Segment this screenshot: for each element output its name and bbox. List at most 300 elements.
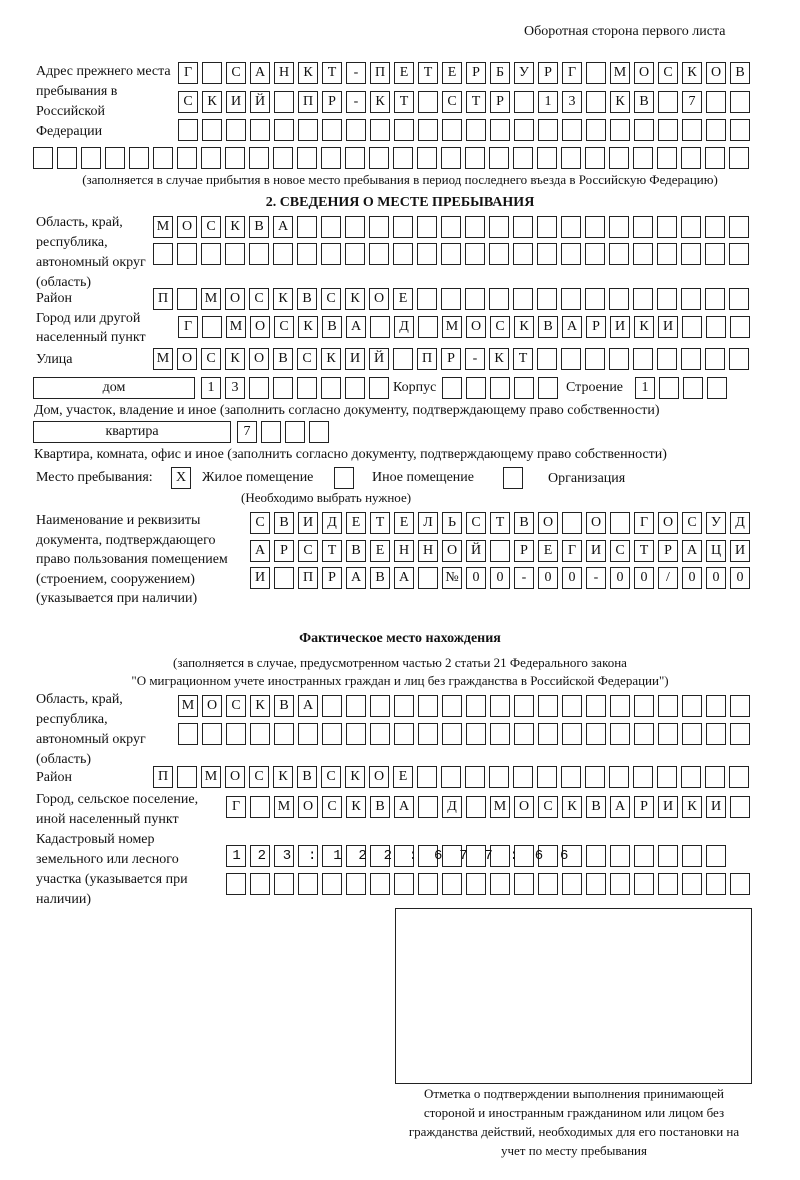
char-cell[interactable]: С — [274, 316, 294, 338]
char-cell[interactable]: М — [490, 796, 510, 818]
char-cell[interactable] — [178, 119, 198, 141]
char-cell[interactable] — [633, 288, 653, 310]
char-cell[interactable]: П — [153, 288, 173, 310]
char-cell[interactable] — [418, 119, 438, 141]
char-cell[interactable] — [658, 91, 678, 113]
char-cell[interactable] — [681, 216, 701, 238]
char-cell[interactable]: Д — [442, 796, 462, 818]
char-cell[interactable] — [586, 695, 606, 717]
char-cell[interactable]: 1 — [538, 91, 558, 113]
char-cell[interactable]: Й — [250, 91, 270, 113]
char-cell[interactable] — [105, 147, 125, 169]
char-cell[interactable]: С — [298, 540, 318, 562]
char-cell[interactable]: У — [514, 62, 534, 84]
char-cell[interactable]: М — [153, 348, 173, 370]
char-cell[interactable] — [417, 288, 437, 310]
char-cell[interactable] — [730, 723, 750, 745]
char-cell[interactable]: В — [274, 512, 294, 534]
char-cell[interactable] — [585, 147, 605, 169]
char-cell[interactable]: В — [634, 91, 654, 113]
char-cell[interactable] — [274, 873, 294, 895]
apartment-type-field[interactable]: квартира — [33, 421, 231, 443]
char-cell[interactable] — [513, 766, 533, 788]
char-cell[interactable] — [538, 723, 558, 745]
char-cell[interactable]: С — [226, 695, 246, 717]
char-cell[interactable]: 0 — [634, 567, 654, 589]
char-cell[interactable] — [586, 91, 606, 113]
char-cell[interactable]: Р — [586, 316, 606, 338]
char-cell[interactable] — [562, 695, 582, 717]
char-cell[interactable] — [707, 377, 727, 399]
char-cell[interactable]: Р — [658, 540, 678, 562]
char-cell[interactable]: С — [442, 91, 462, 113]
char-cell[interactable] — [418, 91, 438, 113]
char-cell[interactable]: Т — [513, 348, 533, 370]
char-cell[interactable] — [609, 216, 629, 238]
char-cell[interactable] — [489, 766, 509, 788]
char-cell[interactable]: A — [250, 62, 270, 84]
char-cell[interactable] — [537, 243, 557, 265]
char-cell[interactable] — [417, 243, 437, 265]
char-cell[interactable]: О — [298, 796, 318, 818]
char-cell[interactable] — [562, 873, 582, 895]
char-cell[interactable]: К — [370, 91, 390, 113]
char-cell[interactable] — [538, 873, 558, 895]
char-cell[interactable] — [705, 288, 725, 310]
char-cell[interactable] — [369, 243, 389, 265]
char-cell[interactable]: 0 — [490, 567, 510, 589]
char-cell[interactable]: - — [586, 567, 606, 589]
char-cell[interactable] — [633, 147, 653, 169]
char-cell[interactable]: М — [610, 62, 630, 84]
char-cell[interactable] — [705, 147, 725, 169]
char-cell[interactable]: А — [394, 796, 414, 818]
char-cell[interactable]: В — [297, 766, 317, 788]
char-cell[interactable]: О — [466, 316, 486, 338]
char-cell[interactable]: О — [634, 62, 654, 84]
char-cell[interactable] — [681, 348, 701, 370]
char-cell[interactable]: 0 — [730, 567, 750, 589]
char-cell[interactable]: О — [249, 348, 269, 370]
char-cell[interactable] — [249, 377, 269, 399]
char-cell[interactable]: О — [706, 62, 726, 84]
char-cell[interactable]: К — [634, 316, 654, 338]
char-cell[interactable] — [706, 873, 726, 895]
char-cell[interactable]: Е — [394, 62, 414, 84]
char-cell[interactable] — [418, 873, 438, 895]
char-cell[interactable] — [561, 348, 581, 370]
char-cell[interactable] — [561, 766, 581, 788]
char-cell[interactable] — [561, 216, 581, 238]
char-cell[interactable]: 0 — [610, 567, 630, 589]
char-cell[interactable]: И — [706, 796, 726, 818]
char-cell[interactable] — [274, 567, 294, 589]
char-cell[interactable] — [537, 147, 557, 169]
char-cell[interactable] — [561, 243, 581, 265]
char-cell[interactable] — [418, 567, 438, 589]
char-cell[interactable]: Б — [490, 62, 510, 84]
char-cell[interactable] — [513, 243, 533, 265]
char-cell[interactable]: К — [346, 796, 366, 818]
cadastre-number-text[interactable]: 123:122:677:66 — [232, 848, 762, 864]
char-cell[interactable] — [586, 723, 606, 745]
char-cell[interactable] — [609, 348, 629, 370]
char-cell[interactable] — [705, 348, 725, 370]
char-cell[interactable] — [490, 695, 510, 717]
char-cell[interactable]: 7 — [237, 421, 257, 443]
char-cell[interactable]: В — [273, 348, 293, 370]
char-cell[interactable] — [177, 243, 197, 265]
char-cell[interactable] — [202, 62, 222, 84]
char-cell[interactable]: 0 — [682, 567, 702, 589]
char-cell[interactable]: Р — [441, 348, 461, 370]
char-cell[interactable]: М — [153, 216, 173, 238]
char-cell[interactable]: Е — [346, 512, 366, 534]
char-cell[interactable] — [57, 147, 77, 169]
char-cell[interactable] — [442, 119, 462, 141]
char-cell[interactable] — [514, 873, 534, 895]
char-cell[interactable]: Р — [274, 540, 294, 562]
char-cell[interactable] — [298, 723, 318, 745]
char-cell[interactable] — [658, 119, 678, 141]
char-cell[interactable] — [633, 766, 653, 788]
char-cell[interactable]: П — [153, 766, 173, 788]
char-cell[interactable] — [538, 377, 558, 399]
char-cell[interactable]: Т — [322, 540, 342, 562]
char-cell[interactable] — [297, 216, 317, 238]
char-cell[interactable] — [393, 348, 413, 370]
char-cell[interactable]: У — [706, 512, 726, 534]
char-cell[interactable] — [370, 873, 390, 895]
char-cell[interactable] — [202, 119, 222, 141]
char-cell[interactable]: А — [562, 316, 582, 338]
char-cell[interactable]: С — [201, 348, 221, 370]
char-cell[interactable]: К — [514, 316, 534, 338]
char-cell[interactable] — [250, 119, 270, 141]
char-cell[interactable] — [586, 873, 606, 895]
char-cell[interactable]: Г — [226, 796, 246, 818]
char-cell[interactable] — [683, 377, 703, 399]
char-cell[interactable] — [610, 512, 630, 534]
char-cell[interactable] — [177, 766, 197, 788]
char-cell[interactable] — [705, 766, 725, 788]
char-cell[interactable] — [729, 243, 749, 265]
char-cell[interactable]: М — [201, 766, 221, 788]
char-cell[interactable]: В — [586, 796, 606, 818]
char-cell[interactable]: 0 — [706, 567, 726, 589]
char-cell[interactable] — [297, 243, 317, 265]
char-cell[interactable] — [417, 147, 437, 169]
char-cell[interactable] — [370, 723, 390, 745]
char-cell[interactable] — [226, 723, 246, 745]
char-cell[interactable] — [657, 216, 677, 238]
char-cell[interactable]: И — [586, 540, 606, 562]
char-cell[interactable]: Д — [322, 512, 342, 534]
char-cell[interactable] — [345, 147, 365, 169]
char-cell[interactable] — [466, 377, 486, 399]
char-cell[interactable] — [538, 695, 558, 717]
char-cell[interactable] — [537, 288, 557, 310]
char-cell[interactable]: - — [465, 348, 485, 370]
char-cell[interactable] — [513, 216, 533, 238]
char-cell[interactable]: Е — [370, 540, 390, 562]
char-cell[interactable] — [225, 147, 245, 169]
char-cell[interactable]: К — [321, 348, 341, 370]
char-cell[interactable] — [609, 147, 629, 169]
char-cell[interactable]: О — [202, 695, 222, 717]
char-cell[interactable]: О — [658, 512, 678, 534]
char-cell[interactable]: Г — [562, 62, 582, 84]
char-cell[interactable]: Т — [322, 62, 342, 84]
char-cell[interactable] — [489, 216, 509, 238]
char-cell[interactable] — [249, 243, 269, 265]
char-cell[interactable] — [274, 91, 294, 113]
char-cell[interactable]: О — [538, 512, 558, 534]
char-cell[interactable] — [393, 243, 413, 265]
char-cell[interactable]: В — [346, 540, 366, 562]
house-type-field[interactable]: дом — [33, 377, 195, 399]
char-cell[interactable]: В — [730, 62, 750, 84]
char-cell[interactable] — [261, 421, 281, 443]
char-cell[interactable]: В — [538, 316, 558, 338]
char-cell[interactable]: Л — [418, 512, 438, 534]
char-cell[interactable]: И — [250, 567, 270, 589]
char-cell[interactable] — [657, 243, 677, 265]
char-cell[interactable]: Д — [730, 512, 750, 534]
char-cell[interactable]: С — [321, 288, 341, 310]
char-cell[interactable] — [681, 766, 701, 788]
char-cell[interactable] — [489, 243, 509, 265]
char-cell[interactable] — [561, 288, 581, 310]
char-cell[interactable] — [346, 723, 366, 745]
char-cell[interactable] — [729, 348, 749, 370]
char-cell[interactable] — [153, 147, 173, 169]
char-cell[interactable] — [441, 243, 461, 265]
char-cell[interactable] — [274, 119, 294, 141]
char-cell[interactable] — [297, 377, 317, 399]
char-cell[interactable] — [465, 766, 485, 788]
char-cell[interactable] — [705, 216, 725, 238]
char-cell[interactable] — [33, 147, 53, 169]
char-cell[interactable] — [298, 119, 318, 141]
char-cell[interactable] — [537, 216, 557, 238]
char-cell[interactable] — [178, 723, 198, 745]
char-cell[interactable] — [465, 288, 485, 310]
char-cell[interactable]: И — [298, 512, 318, 534]
char-cell[interactable] — [706, 723, 726, 745]
char-cell[interactable] — [466, 695, 486, 717]
char-cell[interactable] — [394, 119, 414, 141]
char-cell[interactable] — [297, 147, 317, 169]
char-cell[interactable]: В — [274, 695, 294, 717]
char-cell[interactable] — [393, 216, 413, 238]
char-cell[interactable]: А — [346, 567, 366, 589]
char-cell[interactable]: М — [178, 695, 198, 717]
char-cell[interactable] — [370, 119, 390, 141]
char-cell[interactable] — [682, 873, 702, 895]
char-cell[interactable] — [730, 873, 750, 895]
char-cell[interactable] — [681, 288, 701, 310]
char-cell[interactable] — [490, 723, 510, 745]
char-cell[interactable]: - — [346, 91, 366, 113]
char-cell[interactable] — [250, 723, 270, 745]
char-cell[interactable]: Г — [562, 540, 582, 562]
char-cell[interactable] — [537, 348, 557, 370]
char-cell[interactable]: 0 — [538, 567, 558, 589]
char-cell[interactable] — [321, 147, 341, 169]
char-cell[interactable]: С — [490, 316, 510, 338]
char-cell[interactable] — [705, 243, 725, 265]
char-cell[interactable] — [657, 348, 677, 370]
char-cell[interactable]: С — [321, 766, 341, 788]
char-cell[interactable] — [394, 873, 414, 895]
char-cell[interactable] — [490, 540, 510, 562]
char-cell[interactable]: Й — [466, 540, 486, 562]
char-cell[interactable] — [441, 147, 461, 169]
char-cell[interactable] — [537, 766, 557, 788]
char-cell[interactable] — [682, 723, 702, 745]
char-cell[interactable] — [81, 147, 101, 169]
char-cell[interactable]: 1 — [635, 377, 655, 399]
char-cell[interactable] — [418, 723, 438, 745]
char-cell[interactable]: Г — [634, 512, 654, 534]
char-cell[interactable] — [345, 243, 365, 265]
char-cell[interactable]: Р — [322, 91, 342, 113]
char-cell[interactable] — [466, 796, 486, 818]
char-cell[interactable] — [321, 243, 341, 265]
char-cell[interactable] — [370, 316, 390, 338]
char-cell[interactable]: С — [658, 62, 678, 84]
char-cell[interactable] — [466, 873, 486, 895]
char-cell[interactable]: П — [298, 567, 318, 589]
char-cell[interactable]: Т — [490, 512, 510, 534]
char-cell[interactable] — [585, 288, 605, 310]
char-cell[interactable] — [490, 377, 510, 399]
char-cell[interactable] — [369, 147, 389, 169]
char-cell[interactable]: К — [682, 62, 702, 84]
char-cell[interactable] — [633, 348, 653, 370]
char-cell[interactable] — [226, 873, 246, 895]
char-cell[interactable] — [585, 243, 605, 265]
char-cell[interactable] — [729, 288, 749, 310]
char-cell[interactable] — [730, 119, 750, 141]
char-cell[interactable] — [466, 723, 486, 745]
char-cell[interactable] — [730, 796, 750, 818]
char-cell[interactable] — [394, 695, 414, 717]
char-cell[interactable] — [657, 288, 677, 310]
char-cell[interactable] — [562, 119, 582, 141]
char-cell[interactable]: С — [249, 288, 269, 310]
char-cell[interactable] — [729, 216, 749, 238]
char-cell[interactable]: К — [345, 766, 365, 788]
char-cell[interactable] — [465, 243, 485, 265]
char-cell[interactable] — [346, 873, 366, 895]
char-cell[interactable]: С — [249, 766, 269, 788]
char-cell[interactable]: С — [178, 91, 198, 113]
char-cell[interactable] — [585, 216, 605, 238]
char-cell[interactable]: 1 — [201, 377, 221, 399]
char-cell[interactable] — [465, 147, 485, 169]
char-cell[interactable]: К — [682, 796, 702, 818]
char-cell[interactable]: 0 — [562, 567, 582, 589]
char-cell[interactable] — [177, 147, 197, 169]
char-cell[interactable] — [202, 316, 222, 338]
char-cell[interactable] — [514, 723, 534, 745]
char-cell[interactable]: М — [442, 316, 462, 338]
char-cell[interactable]: В — [297, 288, 317, 310]
char-cell[interactable]: Г — [178, 62, 198, 84]
char-cell[interactable] — [490, 873, 510, 895]
stay-option-other-checkbox[interactable] — [334, 467, 354, 489]
char-cell[interactable]: Н — [274, 62, 294, 84]
char-cell[interactable] — [201, 243, 221, 265]
char-cell[interactable]: О — [442, 540, 462, 562]
char-cell[interactable] — [538, 119, 558, 141]
char-cell[interactable] — [682, 695, 702, 717]
char-cell[interactable]: К — [273, 288, 293, 310]
char-cell[interactable]: А — [610, 796, 630, 818]
char-cell[interactable] — [273, 377, 293, 399]
char-cell[interactable]: Т — [418, 62, 438, 84]
char-cell[interactable] — [345, 377, 365, 399]
char-cell[interactable]: С — [322, 796, 342, 818]
char-cell[interactable] — [513, 288, 533, 310]
char-cell[interactable]: В — [249, 216, 269, 238]
char-cell[interactable]: Г — [178, 316, 198, 338]
stay-option-residential-checkbox[interactable]: X — [171, 467, 191, 489]
char-cell[interactable]: С — [610, 540, 630, 562]
char-cell[interactable]: Ц — [706, 540, 726, 562]
char-cell[interactable] — [585, 766, 605, 788]
char-cell[interactable] — [273, 243, 293, 265]
char-cell[interactable]: Р — [514, 540, 534, 562]
char-cell[interactable]: Е — [442, 62, 462, 84]
char-cell[interactable] — [730, 695, 750, 717]
char-cell[interactable]: К — [298, 316, 318, 338]
char-cell[interactable]: П — [370, 62, 390, 84]
char-cell[interactable] — [441, 288, 461, 310]
char-cell[interactable]: К — [225, 216, 245, 238]
char-cell[interactable] — [730, 91, 750, 113]
char-cell[interactable] — [609, 243, 629, 265]
char-cell[interactable]: Р — [634, 796, 654, 818]
char-cell[interactable]: Ь — [442, 512, 462, 534]
char-cell[interactable] — [586, 119, 606, 141]
char-cell[interactable] — [658, 873, 678, 895]
char-cell[interactable] — [562, 723, 582, 745]
char-cell[interactable] — [633, 216, 653, 238]
char-cell[interactable]: С — [297, 348, 317, 370]
char-cell[interactable]: 3 — [225, 377, 245, 399]
char-cell[interactable] — [489, 288, 509, 310]
char-cell[interactable] — [609, 288, 629, 310]
char-cell[interactable]: Н — [418, 540, 438, 562]
char-cell[interactable] — [274, 723, 294, 745]
char-cell[interactable] — [202, 723, 222, 745]
char-cell[interactable] — [634, 873, 654, 895]
char-cell[interactable]: В — [370, 567, 390, 589]
char-cell[interactable]: А — [298, 695, 318, 717]
char-cell[interactable] — [682, 316, 702, 338]
char-cell[interactable] — [418, 796, 438, 818]
char-cell[interactable]: С — [201, 216, 221, 238]
char-cell[interactable] — [177, 288, 197, 310]
char-cell[interactable] — [249, 147, 269, 169]
char-cell[interactable] — [225, 243, 245, 265]
char-cell[interactable]: К — [345, 288, 365, 310]
char-cell[interactable] — [442, 723, 462, 745]
char-cell[interactable]: Н — [394, 540, 414, 562]
